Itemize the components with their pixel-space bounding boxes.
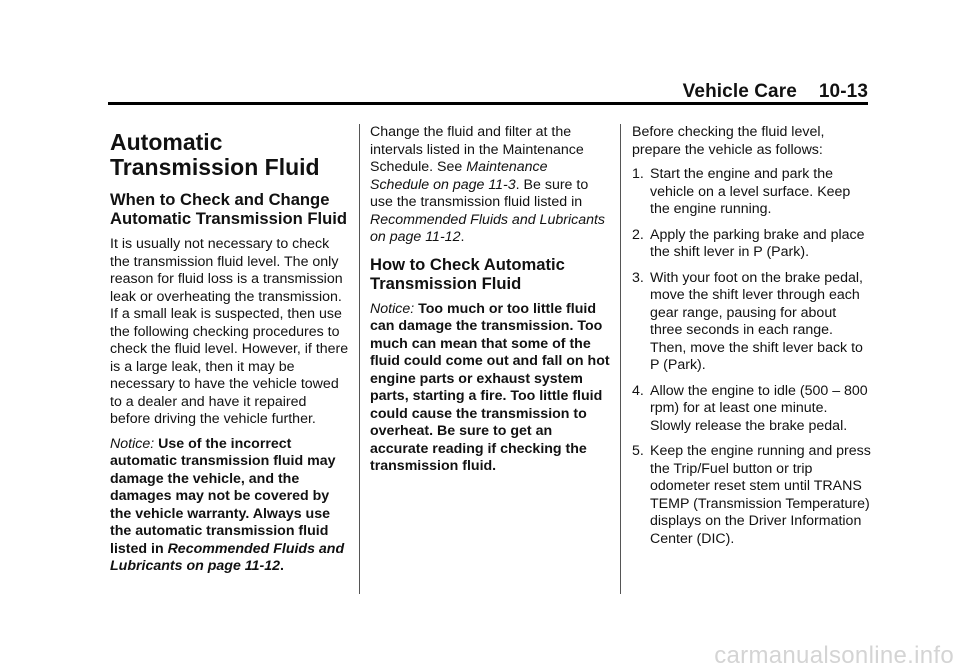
column-3 bbox=[632, 124, 872, 556]
page-number: 10-13 bbox=[818, 81, 868, 102]
step-item bbox=[632, 227, 872, 262]
step-item bbox=[632, 443, 872, 548]
step-number: 5. bbox=[632, 443, 644, 459]
subheading-when-to-check: When to Check and Change Automatic Transmission Fluid bbox=[110, 190, 347, 228]
header-title bbox=[683, 81, 868, 103]
step-item bbox=[632, 166, 872, 219]
intro-paragraph: It is usually not necessary to check the transmission fluid level. The only reason for fluid loss is a transmission leak or overheating the transmission. If a small leak is suspected, then use the following checking procedures to check the fluid level. However, if there is a large leak, then it may be necessary to have the vehicle towed to a dealer and have it repaired before driving the vehicle further. bbox=[110, 236, 349, 427]
notice-label: Notice: bbox=[110, 435, 155, 452]
column-1 bbox=[110, 124, 350, 583]
step-text: Keep the engine running and press the Trip/Fuel button or trip odometer reset stem until TRANS TEMP (Transmission Temperature) displays on the Driver Information Center (DIC). bbox=[650, 443, 871, 547]
notice-incorrect-fluid bbox=[110, 436, 350, 576]
step-number: 4. bbox=[632, 382, 644, 399]
column-divider-2 bbox=[620, 124, 621, 594]
notice-text: Use of the incorrect automatic transmission fluid may damage the vehicle, and the damages may not be covered by the vehicle warranty. Always use the automatic transmission fluid listed in bbox=[110, 435, 336, 557]
header-rule bbox=[108, 102, 868, 105]
page-header bbox=[108, 76, 868, 106]
recommended-fluids-link[interactable]: Recommended Fluids and Lubricants on page 11-12 bbox=[370, 211, 606, 245]
step-text: With your foot on the brake pedal, move the shift lever through each gear range, pausing for about three seconds in each range. Then, move the shift lever back to P (Park). bbox=[650, 269, 863, 373]
subheading-how-to-check: How to Check Automatic Transmission Fluid bbox=[370, 254, 565, 293]
watermark: carmanualsonline.info bbox=[714, 642, 954, 669]
step-number: 3. bbox=[632, 269, 644, 286]
preparation-steps bbox=[632, 166, 872, 548]
change-fluid-text-c: . bbox=[460, 229, 465, 245]
maintenance-schedule-link[interactable]: Maintenance Schedule on page 11-3 bbox=[370, 159, 548, 193]
section-title: Vehicle Care bbox=[682, 81, 797, 102]
change-fluid-paragraph bbox=[370, 124, 610, 247]
step-number: 2. bbox=[632, 226, 644, 243]
change-fluid-text-a: Change the fluid and filter at the intervals listed in the Maintenance Schedule. See bbox=[370, 124, 584, 175]
notice-end: . bbox=[280, 558, 284, 574]
step-item bbox=[632, 383, 872, 436]
prepare-intro: Before checking the fluid level, prepare the vehicle as follows: bbox=[632, 124, 825, 158]
step-text: Allow the engine to idle (500 – 800 rpm) for at least one minute. Slowly release the brake pedal. bbox=[650, 382, 868, 434]
change-fluid-text-b: . Be sure to use the transmission fluid listed in bbox=[370, 176, 589, 210]
step-number: 1. bbox=[632, 166, 644, 182]
main-heading: Automatic Transmission Fluid bbox=[110, 129, 320, 180]
step-text: Apply the parking brake and place the shift lever in P (Park). bbox=[650, 226, 865, 260]
notice-label: Notice: bbox=[370, 300, 415, 317]
step-text: Start the engine and park the vehicle on a level surface. Keep the engine running. bbox=[650, 166, 851, 217]
notice-fluid-level bbox=[370, 301, 610, 476]
notice-reference-link[interactable]: Recommended Fluids and Lubricants on page 11-12 bbox=[110, 540, 345, 574]
column-2 bbox=[370, 124, 610, 483]
step-item bbox=[632, 270, 872, 375]
column-divider-1 bbox=[359, 124, 360, 594]
notice-text: Too much or too little fluid can damage the transmission. Too much can mean that some of the fluid could come out and fall on hot engine parts or exhaust system parts, starting a fire. Too little fluid could cause the transmission to overheat. Be sure to get an accurate reading if checking the transmission fluid. bbox=[370, 300, 610, 474]
